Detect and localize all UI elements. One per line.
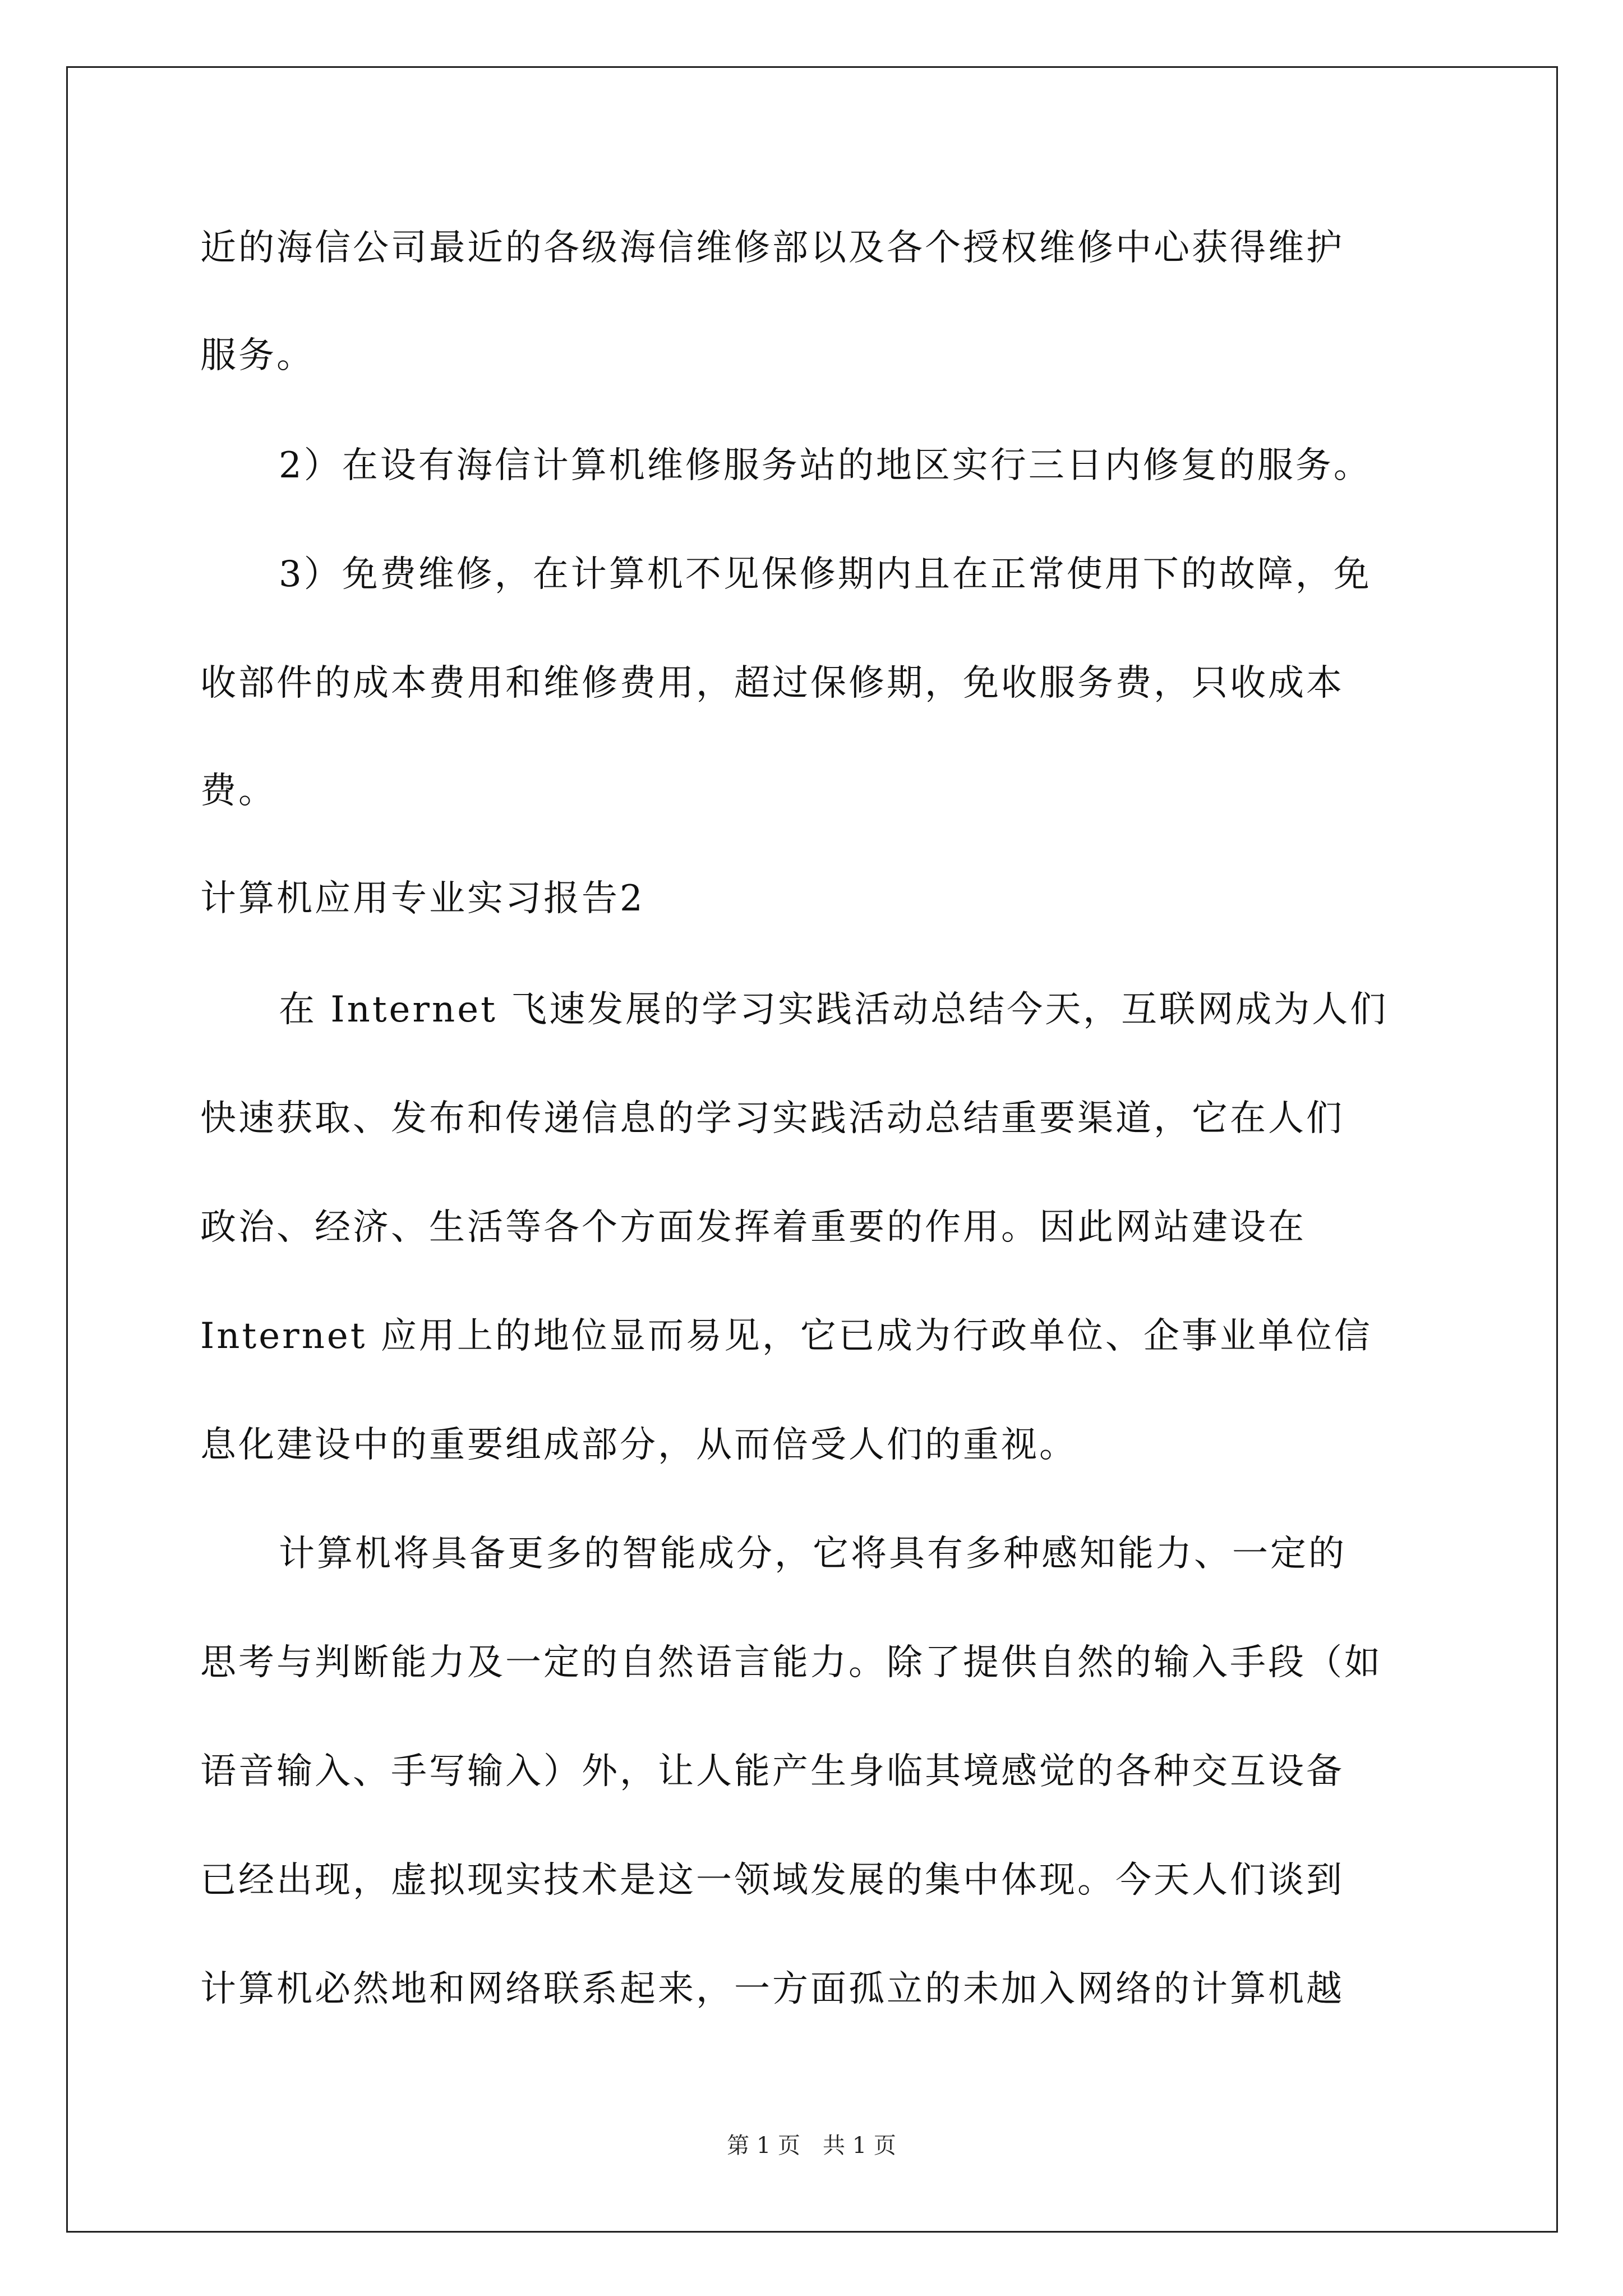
text-line: 2）在设有海信计算机维修服务站的地区实行三日内修复的服务。 — [279, 445, 1372, 486]
text-line: Internet 应用上的地位显而易见，它已成为行政单位、企事业单位信 — [200, 1315, 1372, 1357]
page-border — [66, 66, 1558, 2233]
page-number-footer: 第 1 页 共 1 页 — [727, 2133, 896, 2159]
text-line: 快速获取、发布和传递信息的学习实践活动总结重要渠道，它在人们 — [200, 1098, 1344, 1139]
text-line: 政治、经济、生活等各个方面发挥着重要的作用。因此网站建设在 — [200, 1207, 1306, 1248]
text-line: 近的海信公司最近的各级海信维修部以及各个授权维修中心获得维护 — [200, 227, 1344, 269]
text-line: 息化建设中的重要组成部分，从而倍受人们的重视。 — [200, 1424, 1077, 1466]
text-line: 语音输入、手写输入）外，让人能产生身临其境感觉的各种交互设备 — [200, 1751, 1344, 1792]
text-line: 思考与判断能力及一定的自然语言能力。除了提供自然的输入手段（如 — [200, 1642, 1382, 1683]
text-line: 费。 — [200, 770, 276, 812]
section-heading: 计算机应用专业实习报告2 — [200, 878, 645, 919]
text-line: 服务。 — [200, 335, 315, 376]
text-line: 3）免费维修，在计算机不见保修期内且在正常使用下的故障，免 — [279, 554, 1372, 595]
text-line: 计算机必然地和网络联系起来，一方面孤立的未加入网络的计算机越 — [200, 1968, 1344, 2010]
text-line: 在 Internet 飞速发展的学习实践活动总结今天，互联网成为人们 — [279, 989, 1389, 1030]
text-line: 已经出现，虚拟现实技术是这一领域发展的集中体现。今天人们谈到 — [200, 1860, 1344, 1901]
text-line: 计算机将具备更多的智能成分，它将具有多种感知能力、一定的 — [279, 1533, 1347, 1575]
text-line: 收部件的成本费用和维修费用，超过保修期，免收服务费，只收成本 — [200, 662, 1344, 704]
